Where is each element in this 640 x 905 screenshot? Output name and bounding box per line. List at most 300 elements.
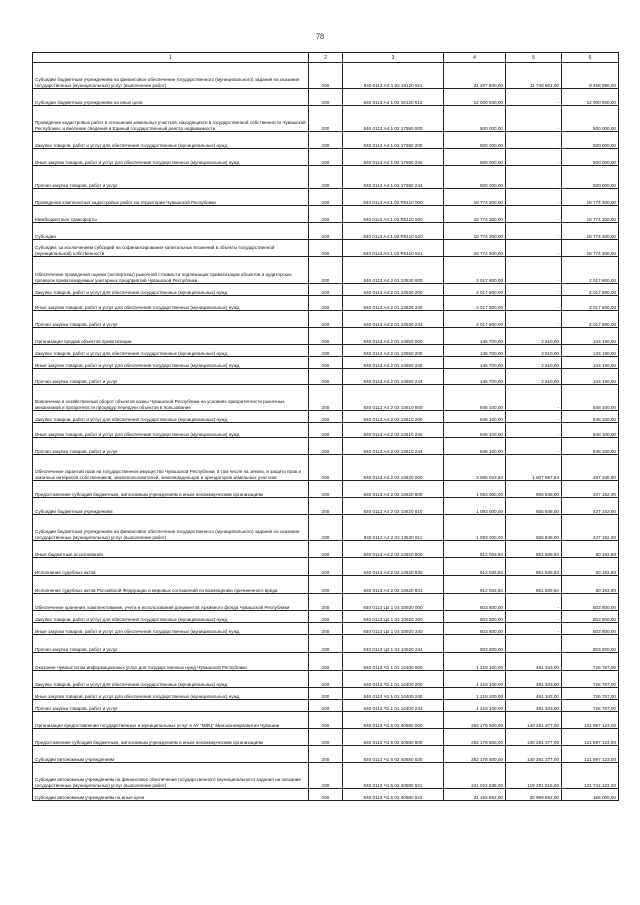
line-code-cell: 200 xyxy=(309,149,343,166)
remainder-amount-cell: 803 800,00 xyxy=(562,623,619,635)
executed-amount-cell: 491 343,00 xyxy=(506,671,562,688)
budget-code-cell: 840 0113 А4 2 02 13620 830 xyxy=(343,558,444,576)
executed-amount-cell: - xyxy=(506,189,562,206)
table-row xyxy=(33,700,619,712)
executed-amount-cell: 1 507 687,84 xyxy=(506,455,562,481)
budget-code-cell: 840 0113 А4 2 01 13530 240 xyxy=(343,296,444,311)
approved-amount-cell: 500 000,00 xyxy=(444,149,506,166)
table-row xyxy=(33,611,619,623)
line-code-cell: 200 xyxy=(309,284,343,296)
budget-code-cell: 840 0113 А4 2 01 13550 244 xyxy=(343,369,444,385)
line-code-cell: 200 xyxy=(309,345,343,357)
budget-code-cell: 840 0113 А4 1 02 R5110 520 xyxy=(343,223,444,240)
table-row xyxy=(33,189,619,206)
table-row xyxy=(33,149,619,166)
executed-amount-cell: 851 839,84 xyxy=(506,541,562,558)
budget-code-cell: 840 0113 Ч1 1 01 14400 200 xyxy=(343,671,444,688)
line-code-cell: 200 xyxy=(309,423,343,438)
line-code-cell: 200 xyxy=(309,653,343,671)
expense-name-cell: Прочая закупка товаров, работ и услуг xyxy=(33,369,309,385)
expense-name-cell: Прочая закупка товаров, работ и услуг xyxy=(33,700,309,712)
budget-code-cell: 840 0113 А4 2 02 13620 610 xyxy=(343,498,444,515)
table-row xyxy=(33,498,619,515)
expense-name-cell: Закупка товаров, работ и услуг для обеспечения государственных (муниципальных) нужд xyxy=(33,671,309,688)
line-code-cell: 200 xyxy=(309,712,343,729)
column-header: 4 xyxy=(444,53,506,63)
budget-code-cell: 840 0113 Ц4 1 04 10920 200 xyxy=(343,611,444,623)
approved-amount-cell: 18 774 300,00 xyxy=(444,223,506,240)
remainder-amount-cell: 2 017 800,00 xyxy=(562,257,619,284)
expense-name-cell: Предоставление субсидий бюджетным, автономным учреждениям и иным некоммерческим организациям xyxy=(33,481,309,498)
approved-amount-cell: 848 100,00 xyxy=(444,438,506,455)
remainder-amount-cell: 726 757,00 xyxy=(562,653,619,671)
expense-name-cell: Субсидии бюджетным учреждениям на иные цели xyxy=(33,89,309,106)
budget-code-cell: 840 0113 Ц4 1 04 10920 244 xyxy=(343,635,444,653)
approved-amount-cell: 848 100,00 xyxy=(444,423,506,438)
line-code-cell: 200 xyxy=(309,789,343,801)
line-code-cell: 200 xyxy=(309,385,343,411)
remainder-amount-cell: 18 774 300,00 xyxy=(562,206,619,223)
executed-amount-cell: 655 848,00 xyxy=(506,481,562,498)
table-row xyxy=(33,296,619,311)
approved-amount-cell: 1 093 000,00 xyxy=(444,498,506,515)
remainder-amount-cell: 18 774 300,00 xyxy=(562,223,619,240)
approved-amount-cell: 21 207 800,00 xyxy=(444,63,506,89)
line-code-cell: 200 xyxy=(309,328,343,345)
budget-code-cell: 840 0113 Ч1 5 02 40580 000 xyxy=(343,712,444,729)
approved-amount-cell: 912 033,84 xyxy=(444,558,506,576)
table-row xyxy=(33,257,619,284)
expense-name-cell: Исполнение судебных актов xyxy=(33,558,309,576)
remainder-amount-cell: 497 345,80 xyxy=(562,455,619,481)
budget-code-cell: 840 0113 Ч1 5 02 40580 622 xyxy=(343,789,444,801)
table-row xyxy=(33,284,619,296)
remainder-amount-cell: 121 897 123,00 xyxy=(562,729,619,746)
budget-code-cell: 840 0113 Ч1 5 02 40580 620 xyxy=(343,746,444,763)
expense-name-cell: Иные закупки товаров, работ и услуг для обеспечения государственных (муниципальных) нужд xyxy=(33,623,309,635)
executed-amount-cell: 3 510,00 xyxy=(506,328,562,345)
budget-code-cell: 840 0113 А4 1 02 17590 244 xyxy=(343,166,444,189)
line-code-cell: 200 xyxy=(309,623,343,635)
approved-amount-cell: 500 000,00 xyxy=(444,106,506,132)
line-code-cell: 200 xyxy=(309,311,343,328)
column-header: 2 xyxy=(309,53,343,63)
line-code-cell: 200 xyxy=(309,257,343,284)
remainder-amount-cell: 133 190,00 xyxy=(562,328,619,345)
line-code-cell: 200 xyxy=(309,357,343,369)
expense-name-cell: Закупка товаров, работ и услуг для обеспечения государственных (муниципальных) нужд xyxy=(33,284,309,296)
executed-amount-cell: - xyxy=(506,166,562,189)
remainder-amount-cell: 803 800,00 xyxy=(562,611,619,623)
executed-amount-cell: - xyxy=(506,284,562,296)
table-row xyxy=(33,481,619,498)
remainder-amount-cell: 848 100,00 xyxy=(562,438,619,455)
line-code-cell: 200 xyxy=(309,411,343,423)
executed-amount-cell: - xyxy=(506,311,562,328)
budget-code-cell: 840 0113 А4 1 02 18120 611 xyxy=(343,63,444,89)
approved-amount-cell: 21 155 862,00 xyxy=(444,789,506,801)
remainder-amount-cell: 437 152,00 xyxy=(562,481,619,498)
budget-code-cell: 840 0113 Ц4 1 04 10920 240 xyxy=(343,623,444,635)
expense-name-cell: Субсидии бюджетным учреждениям xyxy=(33,498,309,515)
approved-amount-cell: 136 700,00 xyxy=(444,345,506,357)
executed-amount-cell: - xyxy=(506,411,562,423)
approved-amount-cell: 136 700,00 xyxy=(444,369,506,385)
executed-amount-cell: - xyxy=(506,240,562,257)
expense-name-cell: Закупка товаров, работ и услуг для обеспечения государственных (муниципальных) нужд xyxy=(33,132,309,149)
line-code-cell: 200 xyxy=(309,438,343,455)
line-code-cell: 200 xyxy=(309,700,343,712)
table-row xyxy=(33,357,619,369)
expense-name-cell: Обеспечение гарантий прав на государственное имущество Чувашской Республики, в том числе на землю, и защита прав и законных интересов собственников, землепользователей, землевладельцев и арендаторов земельных участков xyxy=(33,455,309,481)
table-row xyxy=(33,369,619,385)
remainder-amount-cell: 12 000 000,00 xyxy=(562,89,619,106)
budget-code-cell: 840 0113 А4 2 02 13610 244 xyxy=(343,438,444,455)
table-row xyxy=(33,671,619,688)
expense-name-cell: Закупка товаров, работ и услуг для обеспечения государственных (муниципальных) нужд xyxy=(33,611,309,623)
executed-amount-cell: - xyxy=(506,206,562,223)
expense-name-cell: Прочая закупка товаров, работ и услуг xyxy=(33,166,309,189)
line-code-cell: 200 xyxy=(309,515,343,541)
expense-name-cell: Субсидии бюджетным учреждениям на финансовое обеспечение государственного (муниципального) задания на оказание государственных (муниципальных) услуг (выполнение работ) xyxy=(33,515,309,541)
executed-amount-cell: 140 281 377,00 xyxy=(506,746,562,763)
remainder-amount-cell: 18 774 300,00 xyxy=(562,240,619,257)
budget-code-cell: 840 0113 Ч1 1 01 14400 244 xyxy=(343,700,444,712)
line-code-cell: 200 xyxy=(309,635,343,653)
remainder-amount-cell: 121 897 123,00 xyxy=(562,712,619,729)
executed-amount-cell: - xyxy=(506,106,562,132)
line-code-cell: 200 xyxy=(309,132,343,149)
table-row xyxy=(33,763,619,789)
approved-amount-cell: 136 700,00 xyxy=(444,357,506,369)
executed-amount-cell: 491 343,00 xyxy=(506,688,562,700)
approved-amount-cell: 848 100,00 xyxy=(444,385,506,411)
line-code-cell: 200 xyxy=(309,576,343,594)
table-row xyxy=(33,729,619,746)
page-number: 78 xyxy=(316,32,324,41)
budget-code-cell: 840 0113 А4 1 02 17590 240 xyxy=(343,149,444,166)
table-row xyxy=(33,166,619,189)
executed-amount-cell: 491 343,00 xyxy=(506,700,562,712)
executed-amount-cell: 3 510,00 xyxy=(506,369,562,385)
executed-amount-cell: 851 839,84 xyxy=(506,576,562,594)
approved-amount-cell: 500 000,00 xyxy=(444,166,506,189)
expense-name-cell: Прочая закупка товаров, работ и услуг xyxy=(33,438,309,455)
executed-amount-cell: 3 510,00 xyxy=(506,357,562,369)
expense-name-cell: Проведение комплексных кадастровых работ на территории Чувашской Республики xyxy=(33,189,309,206)
expense-name-cell: Субсидии автономным учреждениям xyxy=(33,746,309,763)
table-row xyxy=(33,89,619,106)
approved-amount-cell: 500 000,00 xyxy=(444,132,506,149)
budget-code-cell: 840 0113 А4 2 02 13620 831 xyxy=(343,576,444,594)
budget-code-cell: 840 0113 А4 2 02 13620 000 xyxy=(343,455,444,481)
table-row xyxy=(33,653,619,671)
line-code-cell: 200 xyxy=(309,729,343,746)
line-code-cell: 200 xyxy=(309,498,343,515)
expense-name-cell: Прочая закупка товаров, работ и услуг xyxy=(33,311,309,328)
budget-code-cell: 840 0113 А4 1 02 18120 612 xyxy=(343,89,444,106)
remainder-amount-cell: 726 757,00 xyxy=(562,700,619,712)
column-number-row xyxy=(33,53,619,63)
line-code-cell: 200 xyxy=(309,671,343,688)
executed-amount-cell: 491 343,00 xyxy=(506,653,562,671)
table-row xyxy=(33,746,619,763)
expense-name-cell: Закупка товаров, работ и услуг для обеспечения государственных (муниципальных) нужд xyxy=(33,411,309,423)
executed-amount-cell: 140 281 377,00 xyxy=(506,729,562,746)
expense-name-cell: Межбюджетные трансферты xyxy=(33,206,309,223)
remainder-amount-cell: 848 100,00 xyxy=(562,411,619,423)
remainder-amount-cell: 2 017 800,00 xyxy=(562,311,619,328)
line-code-cell: 200 xyxy=(309,763,343,789)
line-code-cell: 200 xyxy=(309,206,343,223)
approved-amount-cell: 1 218 100,00 xyxy=(444,671,506,688)
approved-amount-cell: 241 022 638,00 xyxy=(444,763,506,789)
table-row xyxy=(33,328,619,345)
budget-code-cell: 840 0113 А4 2 01 13530 244 xyxy=(343,311,444,328)
column-header: 1 xyxy=(33,53,309,63)
remainder-amount-cell: 60 193,80 xyxy=(562,576,619,594)
expense-name-cell: Предоставление субсидий бюджетным, автономным учреждениям и иным некоммерческим организациям xyxy=(33,729,309,746)
expense-name-cell: Субсидии бюджетным учреждениям на финансовое обеспечение государственного (муниципального) задания на оказание государственных (муниципальных) услуг (выполнение работ) xyxy=(33,63,309,89)
remainder-amount-cell: 500 000,00 xyxy=(562,149,619,166)
approved-amount-cell: 2 017 800,00 xyxy=(444,284,506,296)
executed-amount-cell: - xyxy=(506,423,562,438)
line-code-cell: 200 xyxy=(309,89,343,106)
executed-amount-cell: - xyxy=(506,223,562,240)
budget-code-cell: 840 0113 А4 2 01 13530 000 xyxy=(343,257,444,284)
budget-code-cell: 840 0113 Ч1 5 02 40580 600 xyxy=(343,729,444,746)
executed-amount-cell: - xyxy=(506,132,562,149)
expense-name-cell: Субсидии xyxy=(33,223,309,240)
remainder-amount-cell: 133 190,00 xyxy=(562,345,619,357)
line-code-cell: 200 xyxy=(309,611,343,623)
line-code-cell: 200 xyxy=(309,594,343,611)
table-row xyxy=(33,789,619,801)
line-code-cell: 200 xyxy=(309,369,343,385)
remainder-amount-cell: 133 190,00 xyxy=(562,369,619,385)
table-row xyxy=(33,132,619,149)
approved-amount-cell: 136 700,00 xyxy=(444,328,506,345)
executed-amount-cell: - xyxy=(506,89,562,106)
line-code-cell: 200 xyxy=(309,688,343,700)
table-row xyxy=(33,594,619,611)
remainder-amount-cell: 121 741 123,00 xyxy=(562,763,619,789)
approved-amount-cell: 1 093 000,00 xyxy=(444,481,506,498)
remainder-amount-cell: 848 100,00 xyxy=(562,423,619,438)
approved-amount-cell: 2 005 033,84 xyxy=(444,455,506,481)
line-code-cell: 200 xyxy=(309,541,343,558)
table-row xyxy=(33,63,619,89)
executed-amount-cell: 3 510,00 xyxy=(506,345,562,357)
approved-amount-cell: 262 178 500,00 xyxy=(444,746,506,763)
approved-amount-cell: 18 774 300,00 xyxy=(444,206,506,223)
executed-amount-cell: - xyxy=(506,296,562,311)
budget-code-cell: 840 0113 Ч1 1 01 14400 000 xyxy=(343,653,444,671)
expense-name-cell: Исполнение судебных актов Российской Федерации и мировых соглашений по возмещению причиненного вреда xyxy=(33,576,309,594)
executed-amount-cell: - xyxy=(506,611,562,623)
remainder-amount-cell: 2 017 800,00 xyxy=(562,284,619,296)
column-header: 5 xyxy=(506,53,562,63)
budget-code-cell: 840 0113 А4 2 02 13620 611 xyxy=(343,515,444,541)
expense-name-cell: Иные закупки товаров, работ и услуг для обеспечения государственных (муниципальных) нужд xyxy=(33,357,309,369)
approved-amount-cell: 262 178 500,00 xyxy=(444,729,506,746)
budget-code-cell: 840 0113 А4 1 02 R5110 500 xyxy=(343,206,444,223)
line-code-cell: 200 xyxy=(309,106,343,132)
approved-amount-cell: 803 800,00 xyxy=(444,611,506,623)
expense-name-cell: Иные закупки товаров, работ и услуг для обеспечения государственных (муниципальных) нужд xyxy=(33,423,309,438)
approved-amount-cell: 1 218 100,00 xyxy=(444,700,506,712)
line-code-cell: 200 xyxy=(309,189,343,206)
remainder-amount-cell: 60 193,80 xyxy=(562,558,619,576)
budget-code-cell: 840 0113 А4 2 02 13610 200 xyxy=(343,411,444,423)
budget-code-cell: 840 0113 А4 2 01 13550 000 xyxy=(343,328,444,345)
table-row xyxy=(33,240,619,257)
approved-amount-cell: 2 017 800,00 xyxy=(444,296,506,311)
remainder-amount-cell: 437 152,00 xyxy=(562,515,619,541)
table-row xyxy=(33,345,619,357)
approved-amount-cell: 2 017 800,00 xyxy=(444,311,506,328)
executed-amount-cell: 655 848,00 xyxy=(506,515,562,541)
budget-code-cell: 840 0113 А4 1 02 R5110 000 xyxy=(343,189,444,206)
table-row xyxy=(33,623,619,635)
remainder-amount-cell: 121 897 123,00 xyxy=(562,746,619,763)
executed-amount-cell: - xyxy=(506,594,562,611)
executed-amount-cell: - xyxy=(506,149,562,166)
expense-name-cell: Вовлечение в хозяйственный оборот объектов казны Чувашской Республики на условиях приоритетности рыночных механизмов и прозрачности процедур передачи объектов в пользование xyxy=(33,385,309,411)
column-header: 3 xyxy=(343,53,444,63)
expense-name-cell: Иные закупки товаров, работ и услуг для обеспечения государственных (муниципальных) нужд xyxy=(33,688,309,700)
executed-amount-cell: 20 999 862,00 xyxy=(506,789,562,801)
table-row xyxy=(33,455,619,481)
line-code-cell: 200 xyxy=(309,223,343,240)
table-row xyxy=(33,206,619,223)
expense-name-cell: Организация продаж объектов приватизации xyxy=(33,328,309,345)
executed-amount-cell: - xyxy=(506,438,562,455)
budget-code-cell: 840 0113 Ц4 1 04 10920 000 xyxy=(343,594,444,611)
remainder-amount-cell: 9 458 998,00 xyxy=(562,63,619,89)
approved-amount-cell: 912 033,84 xyxy=(444,576,506,594)
remainder-amount-cell: 803 800,00 xyxy=(562,635,619,653)
executed-amount-cell: 851 839,84 xyxy=(506,558,562,576)
budget-code-cell: 840 0113 А4 2 02 13620 600 xyxy=(343,481,444,498)
table-row xyxy=(33,223,619,240)
table-row xyxy=(33,541,619,558)
approved-amount-cell: 2 017 800,00 xyxy=(444,257,506,284)
table-row xyxy=(33,576,619,594)
table-row xyxy=(33,712,619,729)
remainder-amount-cell: 60 193,80 xyxy=(562,541,619,558)
remainder-amount-cell: 500 000,00 xyxy=(562,106,619,132)
budget-code-cell: 840 0113 А4 2 01 13550 240 xyxy=(343,357,444,369)
remainder-amount-cell: 500 000,00 xyxy=(562,132,619,149)
remainder-amount-cell: 500 000,00 xyxy=(562,166,619,189)
budget-code-cell: 840 0113 А4 1 02 17590 200 xyxy=(343,132,444,149)
budget-execution-table xyxy=(32,52,619,801)
budget-code-cell: 840 0113 А4 1 02 17590 000 xyxy=(343,106,444,132)
remainder-amount-cell: 2 017 800,00 xyxy=(562,296,619,311)
budget-code-cell: 840 0113 А4 1 02 R5110 521 xyxy=(343,240,444,257)
remainder-amount-cell: 848 100,00 xyxy=(562,385,619,411)
approved-amount-cell: 912 033,84 xyxy=(444,541,506,558)
line-code-cell: 200 xyxy=(309,746,343,763)
column-header: 6 xyxy=(562,53,619,63)
approved-amount-cell: 18 774 300,00 xyxy=(444,189,506,206)
line-code-cell: 200 xyxy=(309,63,343,89)
table-row xyxy=(33,635,619,653)
table-row xyxy=(33,558,619,576)
executed-amount-cell: 140 281 377,00 xyxy=(506,712,562,729)
table-row xyxy=(33,515,619,541)
table-row xyxy=(33,423,619,438)
approved-amount-cell: 262 178 500,00 xyxy=(444,712,506,729)
budget-code-cell: 840 0113 А4 2 01 13530 200 xyxy=(343,284,444,296)
expense-name-cell: Обеспечение хранения, комплектования, учета и использования документов Архивного фонда Чувашской Республики xyxy=(33,594,309,611)
table-row xyxy=(33,411,619,423)
approved-amount-cell: 848 100,00 xyxy=(444,411,506,423)
approved-amount-cell: 803 800,00 xyxy=(444,623,506,635)
approved-amount-cell: 1 218 100,00 xyxy=(444,688,506,700)
approved-amount-cell: 1 218 100,00 xyxy=(444,653,506,671)
approved-amount-cell: 18 774 300,00 xyxy=(444,240,506,257)
table-row xyxy=(33,688,619,700)
budget-code-cell: 840 0113 Ч1 5 02 40580 621 xyxy=(343,763,444,789)
approved-amount-cell: 12 000 000,00 xyxy=(444,89,506,106)
table-row xyxy=(33,311,619,328)
remainder-amount-cell: 18 774 300,00 xyxy=(562,189,619,206)
expense-name-cell: Организация предоставления государственных и муниципальных услуг в АУ "МФЦ" Минэкономразвития Чувашии xyxy=(33,712,309,729)
executed-amount-cell: 655 848,00 xyxy=(506,498,562,515)
expense-name-cell: Иные закупки товаров, работ и услуг для обеспечения государственных (муниципальных) нужд xyxy=(33,149,309,166)
line-code-cell: 200 xyxy=(309,296,343,311)
budget-code-cell: 840 0113 А4 2 02 13610 000 xyxy=(343,385,444,411)
expense-name-cell: Субсидии, за исключением субсидий на софинансирование капитальных вложений в объекты государственной (муниципальной) собственности xyxy=(33,240,309,257)
expense-name-cell: Оказание Чувашстатом информационных услуг для государственных нужд Чувашской Республики xyxy=(33,653,309,671)
expense-name-cell: Иные бюджетные ассигнования xyxy=(33,541,309,558)
table-row xyxy=(33,106,619,132)
remainder-amount-cell: 803 800,00 xyxy=(562,594,619,611)
executed-amount-cell: - xyxy=(506,635,562,653)
table-row xyxy=(33,438,619,455)
remainder-amount-cell: 726 757,00 xyxy=(562,671,619,688)
expense-name-cell: Закупка товаров, работ и услуг для обеспечения государственных (муниципальных) нужд xyxy=(33,345,309,357)
expense-name-cell: Субсидии автономным учреждениям на финансовое обеспечение государственного (муниципального) задания на оказание государственных (муниципальных) услуг (выполнение работ) xyxy=(33,763,309,789)
approved-amount-cell: 803 800,00 xyxy=(444,635,506,653)
executed-amount-cell: - xyxy=(506,257,562,284)
line-code-cell: 200 xyxy=(309,481,343,498)
expense-name-cell: Иные закупки товаров, работ и услуг для обеспечения государственных (муниципальных) нужд xyxy=(33,296,309,311)
budget-code-cell: 840 0113 А4 2 02 13610 240 xyxy=(343,423,444,438)
budget-code-cell: 840 0113 Ч1 1 01 14400 240 xyxy=(343,688,444,700)
line-code-cell: 200 xyxy=(309,455,343,481)
expense-name-cell: Проведение кадастровых работ в отношении земельных участков, находящихся в государственной собственности Чувашской Республики, и внесение сведений в Единый государственный реестр недвижимости xyxy=(33,106,309,132)
line-code-cell: 200 xyxy=(309,166,343,189)
executed-amount-cell: - xyxy=(506,623,562,635)
approved-amount-cell: 803 800,00 xyxy=(444,594,506,611)
line-code-cell: 200 xyxy=(309,240,343,257)
line-code-cell: 200 xyxy=(309,558,343,576)
budget-code-cell: 840 0113 А4 2 02 13620 800 xyxy=(343,541,444,558)
budget-code-cell: 840 0113 А4 2 01 13550 200 xyxy=(343,345,444,357)
approved-amount-cell: 1 093 000,00 xyxy=(444,515,506,541)
remainder-amount-cell: 726 757,00 xyxy=(562,688,619,700)
remainder-amount-cell: 156 000,00 xyxy=(562,789,619,801)
table-row xyxy=(33,385,619,411)
expense-name-cell: Прочая закупка товаров, работ и услуг xyxy=(33,635,309,653)
remainder-amount-cell: 437 152,00 xyxy=(562,498,619,515)
expense-name-cell: Субсидии автономным учреждениям на иные цели xyxy=(33,789,309,801)
executed-amount-cell: 119 281 515,00 xyxy=(506,763,562,789)
expense-name-cell: Обеспечение проведения оценки (экспертизы) рыночной стоимости подлежащих приватизации объектов и аудиторских проверок приватизируемых унитарных предприятий Чувашской Республики xyxy=(33,257,309,284)
